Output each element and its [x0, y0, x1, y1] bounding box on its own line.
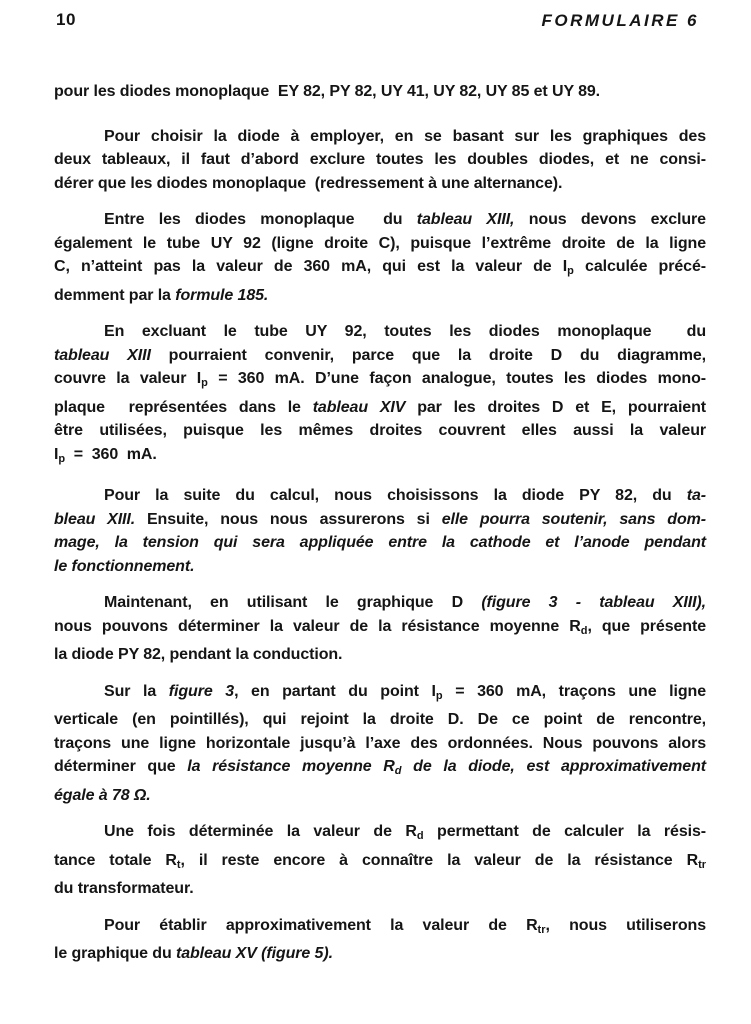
text-segment: de la diode, est approximativement — [401, 758, 706, 775]
text-line — [54, 615, 706, 644]
paragraph — [54, 80, 706, 104]
text-segment: tance totale R — [54, 851, 177, 869]
text-segment: permettant de calculer la résis- — [423, 823, 706, 840]
text-line — [54, 232, 706, 256]
text-line — [54, 443, 706, 472]
text-segment: Sur la — [104, 682, 169, 700]
text-segment: la résistance moyenne R — [187, 758, 395, 775]
text-segment: également le tube UY 92 (ligne droite C), puisque l’extrême droite de la ligne — [54, 234, 706, 252]
text-segment: verticale (en pointillés), qui rejoint la droite D. De ce point de rencontre, — [54, 711, 706, 728]
text-line — [54, 942, 706, 966]
text-line — [54, 80, 706, 104]
page-number: 10 — [56, 10, 76, 29]
text-line — [54, 531, 706, 555]
text-line — [54, 508, 706, 532]
text-line — [54, 784, 706, 808]
subscript-text: tr — [698, 858, 707, 871]
text-segment: (figure 3 - tableau XIII), — [481, 594, 706, 611]
text-segment: du transformateur. — [54, 880, 194, 897]
text-segment: C, n’atteint pas la valeur de 360 mA, qui est la valeur de I — [54, 258, 568, 275]
text-line — [54, 148, 706, 172]
text-segment: ta- — [686, 487, 706, 504]
text-segment: nous pouvons déterminer la valeur de la résistance moyenne R — [54, 617, 581, 635]
text-segment: couvre la valeur I — [54, 370, 202, 387]
text-segment: deux tableaux, il faut d’abord exclure toutes les doubles diodes, et ne consi- — [54, 151, 706, 168]
text-line — [54, 255, 706, 284]
subscript-text: tr — [537, 923, 546, 936]
text-line — [54, 396, 706, 420]
text-line — [54, 367, 706, 396]
text-line — [54, 849, 706, 878]
text-line — [54, 284, 706, 308]
text-segment: I — [54, 445, 59, 463]
text-segment: figure 3 — [168, 682, 235, 700]
subscript-text: p — [201, 377, 208, 389]
text-segment: En excluant le tube UY 92, toutes les diodes monoplaque du — [104, 323, 706, 340]
subscript-text: t — [176, 858, 181, 871]
text-segment: , que présente — [587, 617, 706, 635]
text-segment: le fonctionnement. — [54, 557, 195, 575]
text-segment: calculée précé- — [573, 258, 706, 275]
text-segment: mage, la tension qui sera appliquée entre la cathode et l’anode pendant — [54, 534, 706, 551]
text-line — [54, 914, 706, 943]
text-segment: nous devons exclure — [514, 211, 706, 228]
text-line — [54, 732, 706, 756]
text-segment: plaque représentées dans le — [54, 398, 313, 416]
text-segment: Maintenant, en utilisant le graphique D — [104, 594, 482, 611]
text-segment: Pour choisir la diode à employer, en se basant sur les graphiques des — [104, 127, 706, 145]
subscript-text: d — [580, 624, 588, 637]
text-line — [54, 708, 706, 732]
text-segment: demment par la — [54, 286, 176, 304]
text-segment: = 360 mA. D’une façon analogue, toutes les diodes mono- — [207, 370, 706, 387]
text-segment: , il reste encore à connaître la valeur de la résistance R — [180, 851, 699, 869]
text-line — [54, 208, 706, 232]
text-segment: pourraient convenir, parce que la droite D du diagramme, — [150, 346, 706, 364]
text-line — [54, 877, 706, 901]
subscript-text: p — [58, 452, 66, 465]
text-segment: elle pourra soutenir, sans dom- — [441, 510, 706, 528]
text-segment: tableau XIII, — [416, 211, 515, 228]
paragraph — [54, 208, 706, 307]
text-segment: pour les diodes monoplaque EY 82, PY 82, UY 41, UY 82, UY 85 et UY 89. — [54, 83, 601, 100]
text-segment: dérer que les diodes monoplaque (redressement à une alternance). — [54, 174, 563, 192]
paragraph — [54, 125, 706, 196]
paragraph — [54, 820, 706, 901]
text-segment: tableau XIV — [312, 398, 406, 416]
text-segment: Ensuite, nous nous assurerons si — [135, 510, 442, 528]
paragraph — [54, 914, 706, 966]
text-segment: Entre les diodes monoplaque du — [104, 211, 417, 228]
text-segment: le graphique du — [54, 945, 176, 962]
text-line — [54, 643, 706, 667]
text-segment: , nous utiliserons — [545, 916, 706, 934]
subscript-text: d — [394, 765, 402, 777]
subscript-text: d — [416, 830, 424, 842]
text-line — [54, 344, 706, 368]
text-line — [54, 125, 706, 149]
paragraph — [54, 320, 706, 471]
text-segment: Pour établir approximativement la valeur de R — [104, 916, 538, 934]
text-line — [54, 172, 706, 196]
subscript-text: p — [567, 265, 574, 277]
paragraph — [54, 591, 706, 667]
text-segment: bleau XIII. — [54, 510, 136, 528]
subscript-text: p — [435, 689, 443, 702]
text-segment: être utilisées, puisque les mêmes droites couvrent elles aussi la valeur — [54, 422, 706, 439]
text-line — [54, 820, 706, 849]
text-line — [54, 591, 706, 615]
text-segment: = 360 mA. — [65, 445, 157, 463]
text-segment: tableau XIII — [54, 346, 151, 364]
text-line — [54, 680, 706, 709]
text-segment: traçons une ligne horizontale jusqu’à l’axe des ordonnées. Nous pouvons alors — [54, 734, 706, 752]
text-segment: égale à 78 Ω. — [54, 786, 151, 804]
text-line — [54, 484, 706, 508]
paragraph — [54, 680, 706, 808]
text-segment: déterminer que — [54, 758, 188, 775]
text-segment: tableau XV (figure 5). — [175, 945, 333, 962]
text-segment: formule 185. — [175, 286, 269, 304]
text-segment: Une fois déterminée la valeur de R — [104, 823, 417, 840]
text-line — [54, 755, 706, 784]
text-line — [54, 320, 706, 344]
text-line — [54, 555, 706, 579]
text-line — [54, 419, 706, 443]
text-segment: , en partant du point I — [234, 682, 436, 700]
text-segment: la diode PY 82, pendant la conduction. — [54, 646, 343, 663]
text-segment: Pour la suite du calcul, nous choisissons la diode PY 82, du — [104, 487, 687, 504]
running-title: FORMULAIRE 6 — [541, 11, 699, 30]
text-segment: = 360 mA, traçons une ligne — [442, 682, 706, 700]
text-segment: par les droites D et E, pourraient — [405, 398, 706, 416]
paragraph — [54, 484, 706, 578]
document-body — [54, 80, 706, 966]
